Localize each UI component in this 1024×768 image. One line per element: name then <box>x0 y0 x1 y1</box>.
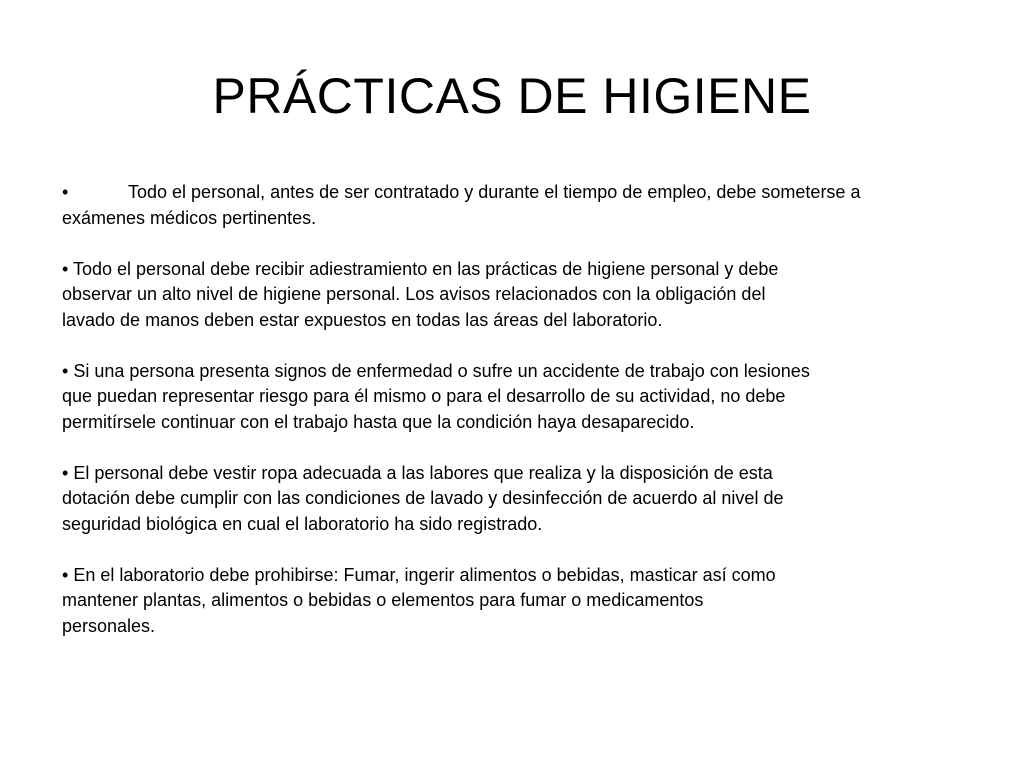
paragraph-line-text: En el laboratorio debe prohibirse: Fumar, ingerir alimentos o bebidas, masticar así como <box>73 564 776 585</box>
paragraph-medical-exams <box>62 180 942 231</box>
paragraph-line: permitírsele continuar con el trabajo hasta que la condición haya desaparecido. <box>62 411 695 432</box>
paragraph-clothing <box>62 461 942 538</box>
paragraph-line <box>62 563 942 589</box>
paragraph-line-text: Todo el personal, antes de ser contratado y durante el tiempo de empleo, debe someterse a <box>128 182 861 202</box>
paragraph-line <box>62 359 942 385</box>
paragraph-line: lavado de manos deben estar expuestos en todas las áreas del laboratorio. <box>62 309 663 330</box>
paragraph-line: que puedan representar riesgo para él mismo o para el desarrollo de su actividad, no debe <box>62 386 786 406</box>
paragraph-line: dotación debe cumplir con las condiciones de lavado y desinfección de acuerdo al nivel de <box>62 488 784 508</box>
paragraph-line: exámenes médicos pertinentes. <box>62 207 317 228</box>
paragraph-line <box>62 257 942 283</box>
paragraph-line-text: Todo el personal debe recibir adiestramiento en las prácticas de higiene personal y debe <box>73 258 779 279</box>
paragraph-prohibitions <box>62 563 942 640</box>
paragraph-line <box>62 180 942 206</box>
bullet-icon: • <box>62 360 69 381</box>
bullet-icon: • <box>62 462 69 483</box>
paragraph-line: observar un alto nivel de higiene personal. Los avisos relacionados con la obligación del <box>62 284 766 304</box>
paragraph-line: personales. <box>62 615 156 636</box>
bullet-icon: • <box>62 258 69 279</box>
paragraph-illness-accidents <box>62 359 942 436</box>
bullet-icon: • <box>62 564 69 585</box>
paragraph-line <box>62 461 942 487</box>
slide-body <box>62 180 942 665</box>
slide-title: PRÁCTICAS DE HIGIENE <box>212 68 812 124</box>
paragraph-line: mantener plantas, alimentos o bebidas o elementos para fumar o medicamentos <box>62 590 704 610</box>
bullet-icon: • <box>62 182 69 202</box>
paragraph-line-text: El personal debe vestir ropa adecuada a las labores que realiza y la disposición de esta <box>73 462 773 483</box>
paragraph-hygiene-training <box>62 257 942 334</box>
paragraph-line-text: Si una persona presenta signos de enfermedad o sufre un accidente de trabajo con lesiones <box>73 360 810 381</box>
paragraph-line: seguridad biológica en cual el laboratorio ha sido registrado. <box>62 513 543 534</box>
